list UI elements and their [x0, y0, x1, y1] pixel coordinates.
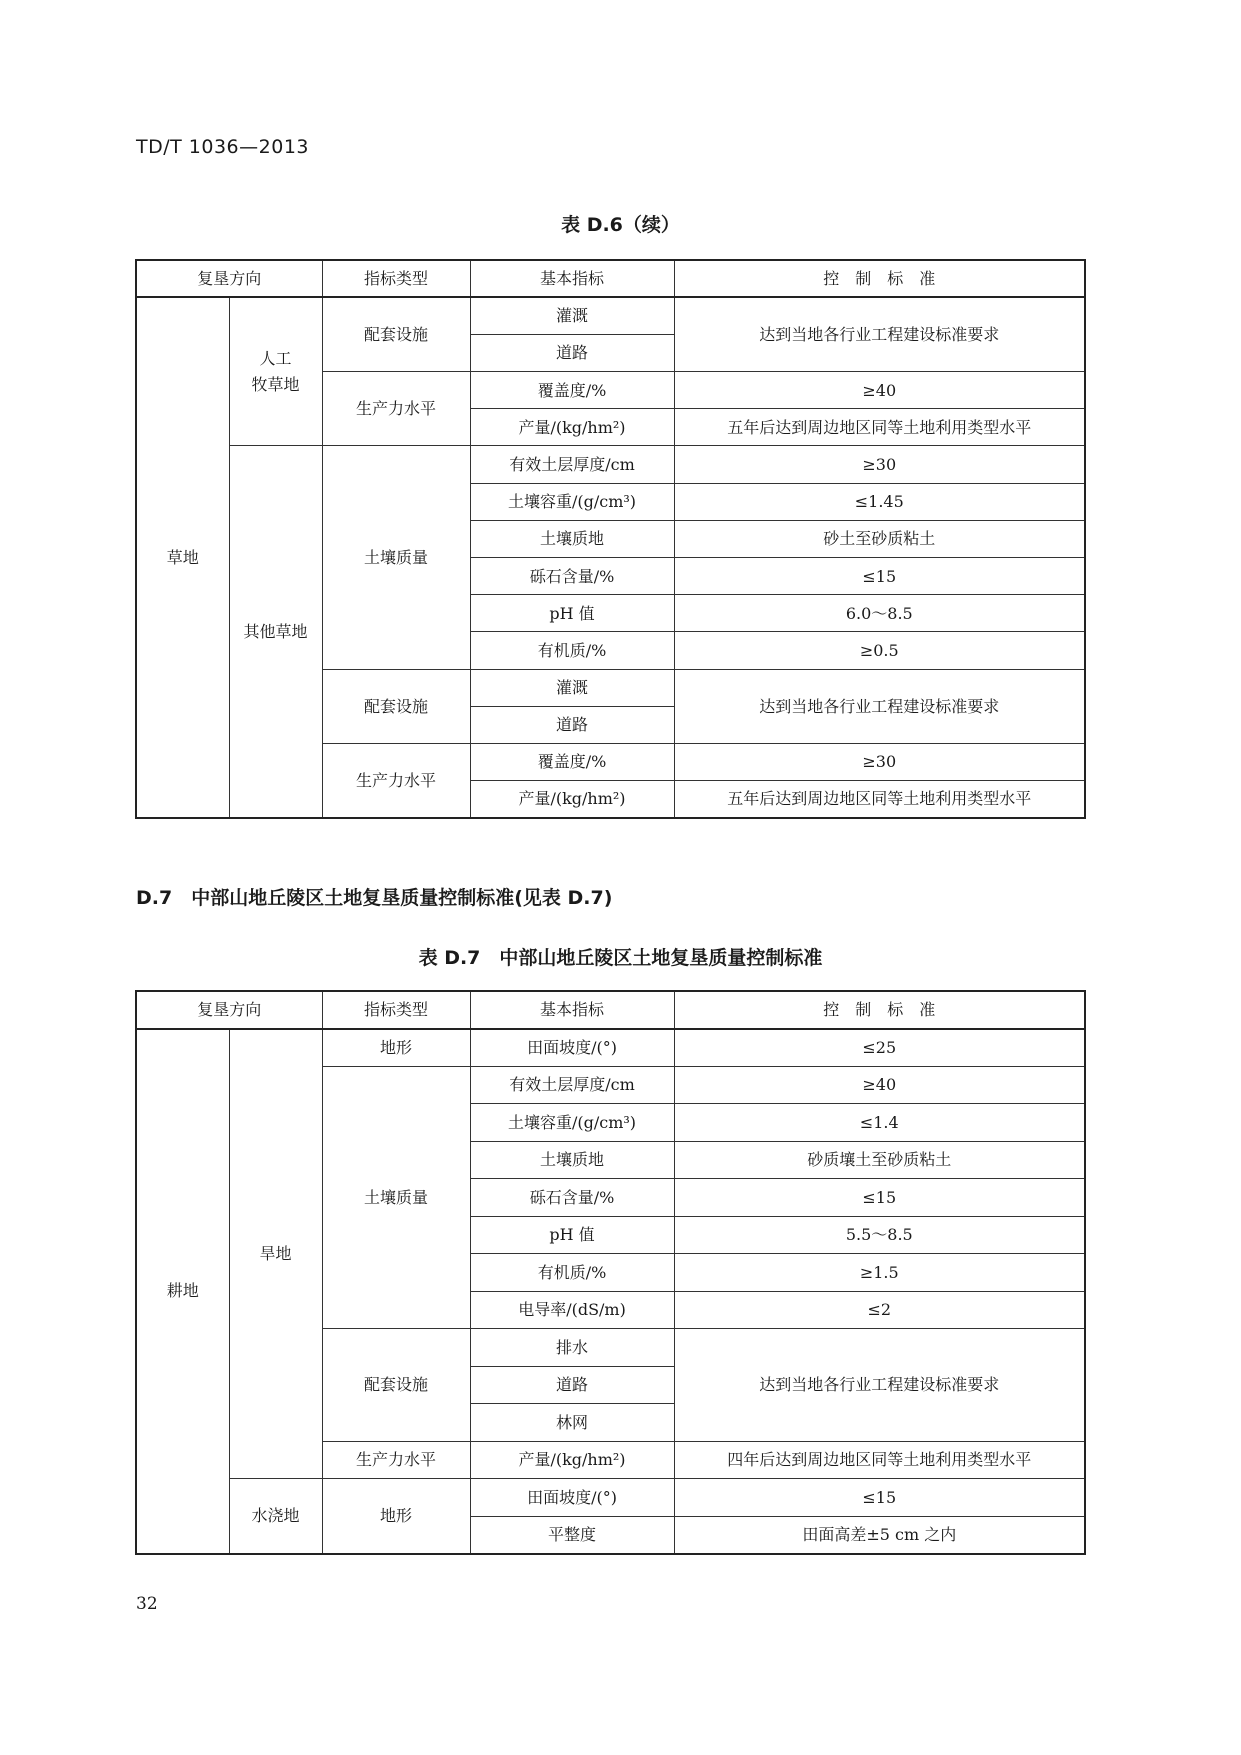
indicator-cell: 灌溉 — [470, 297, 674, 334]
sub-direction-cell: 其他草地 — [229, 446, 322, 818]
col-header-standard: 控 制 标 准 — [674, 991, 1085, 1029]
type-cell: 生产力水平 — [322, 1441, 470, 1479]
standard-cell: 5.5～8.5 — [674, 1216, 1085, 1254]
table-row — [136, 1479, 1085, 1517]
col-header-standard: 控 制 标 准 — [674, 260, 1085, 297]
standard-cell: ≤15 — [674, 1179, 1085, 1217]
indicator-cell: 林网 — [470, 1404, 674, 1442]
indicator-cell: 有机质/% — [470, 1254, 674, 1292]
standard-cell: 砂土至砂质粘土 — [674, 520, 1085, 557]
standard-cell: ≥0.5 — [674, 632, 1085, 669]
table-row — [136, 1029, 1085, 1067]
sub-direction-cell: 水浇地 — [229, 1479, 322, 1554]
standard-cell: 五年后达到周边地区同等土地利用类型水平 — [674, 781, 1085, 818]
standard-cell: 砂质壤土至砂质粘土 — [674, 1141, 1085, 1179]
col-header-indicator: 基本指标 — [470, 991, 674, 1029]
indicator-cell: 灌溉 — [470, 669, 674, 706]
standard-cell: 达到当地各行业工程建设标准要求 — [674, 1329, 1085, 1442]
standard-cell: ≤15 — [674, 558, 1085, 595]
col-header-type: 指标类型 — [322, 260, 470, 297]
indicator-cell: 土壤容重/(g/cm³) — [470, 483, 674, 520]
standard-cell: 达到当地各行业工程建设标准要求 — [674, 669, 1085, 743]
indicator-cell: 道路 — [470, 334, 674, 371]
sub-direction-cell: 人工 牧草地 — [229, 297, 322, 446]
indicator-cell: 电导率/(dS/m) — [470, 1291, 674, 1329]
direction-cell: 耕地 — [136, 1029, 229, 1554]
indicator-cell: 土壤质地 — [470, 520, 674, 557]
standard-cell: ≤1.45 — [674, 483, 1085, 520]
standard-cell: ≥1.5 — [674, 1254, 1085, 1292]
indicator-cell: 产量/(kg/hm²) — [470, 1441, 674, 1479]
table-row — [136, 297, 1085, 334]
type-cell: 土壤质量 — [322, 1066, 470, 1329]
type-cell: 地形 — [322, 1029, 470, 1067]
indicator-cell: 土壤质地 — [470, 1141, 674, 1179]
indicator-cell: pH 值 — [470, 1216, 674, 1254]
table-header-row — [136, 260, 1085, 297]
standard-cell: ≤25 — [674, 1029, 1085, 1067]
standard-cell: ≥40 — [674, 1066, 1085, 1104]
indicator-cell: pH 值 — [470, 595, 674, 632]
type-cell: 配套设施 — [322, 669, 470, 743]
standard-cell: 五年后达到周边地区同等土地利用类型水平 — [674, 409, 1085, 446]
type-cell: 生产力水平 — [322, 372, 470, 446]
indicator-cell: 有机质/% — [470, 632, 674, 669]
table-d7-caption: 表 D.7 中部山地丘陵区土地复垦质量控制标准 — [418, 947, 823, 969]
type-cell: 地形 — [322, 1479, 470, 1554]
type-cell: 土壤质量 — [322, 446, 470, 669]
standard-code: TD/T 1036—2013 — [136, 136, 309, 158]
direction-cell: 草地 — [136, 297, 229, 818]
standard-cell: 田面高差±5 cm 之内 — [674, 1516, 1085, 1554]
table-header-row — [136, 991, 1085, 1029]
standard-cell: ≤2 — [674, 1291, 1085, 1329]
section-heading-d7: D.7 中部山地丘陵区土地复垦质量控制标准(见表 D.7) — [136, 887, 613, 909]
indicator-cell: 道路 — [470, 1366, 674, 1404]
indicator-cell: 有效土层厚度/cm — [470, 1066, 674, 1104]
indicator-cell: 产量/(kg/hm²) — [470, 409, 674, 446]
standard-cell: ≤1.4 — [674, 1104, 1085, 1142]
standard-cell: 四年后达到周边地区同等土地利用类型水平 — [674, 1441, 1085, 1479]
indicator-cell: 土壤容重/(g/cm³) — [470, 1104, 674, 1142]
sub-direction-cell: 旱地 — [229, 1029, 322, 1479]
indicator-cell: 平整度 — [470, 1516, 674, 1554]
col-header-direction: 复垦方向 — [136, 991, 322, 1029]
table-d7 — [135, 990, 1086, 1555]
standard-cell: ≥40 — [674, 372, 1085, 409]
page-number: 32 — [136, 1594, 158, 1614]
indicator-cell: 覆盖度/% — [470, 372, 674, 409]
col-header-indicator: 基本指标 — [470, 260, 674, 297]
standard-cell: ≥30 — [674, 743, 1085, 780]
indicator-cell: 产量/(kg/hm²) — [470, 781, 674, 818]
indicator-cell: 覆盖度/% — [470, 743, 674, 780]
indicator-cell: 道路 — [470, 706, 674, 743]
standard-cell: ≤15 — [674, 1479, 1085, 1517]
table-row — [136, 446, 1085, 483]
standard-cell: 6.0～8.5 — [674, 595, 1085, 632]
type-cell: 生产力水平 — [322, 743, 470, 817]
indicator-cell: 有效土层厚度/cm — [470, 446, 674, 483]
table-d6 — [135, 259, 1086, 819]
col-header-type: 指标类型 — [322, 991, 470, 1029]
table-d6-caption: 表 D.6（续） — [561, 214, 680, 236]
indicator-cell: 砾石含量/% — [470, 558, 674, 595]
type-cell: 配套设施 — [322, 297, 470, 371]
indicator-cell: 砾石含量/% — [470, 1179, 674, 1217]
indicator-cell: 田面坡度/(°) — [470, 1029, 674, 1067]
standard-cell: ≥30 — [674, 446, 1085, 483]
col-header-direction: 复垦方向 — [136, 260, 322, 297]
standard-cell: 达到当地各行业工程建设标准要求 — [674, 297, 1085, 371]
indicator-cell: 田面坡度/(°) — [470, 1479, 674, 1517]
indicator-cell: 排水 — [470, 1329, 674, 1367]
type-cell: 配套设施 — [322, 1329, 470, 1442]
